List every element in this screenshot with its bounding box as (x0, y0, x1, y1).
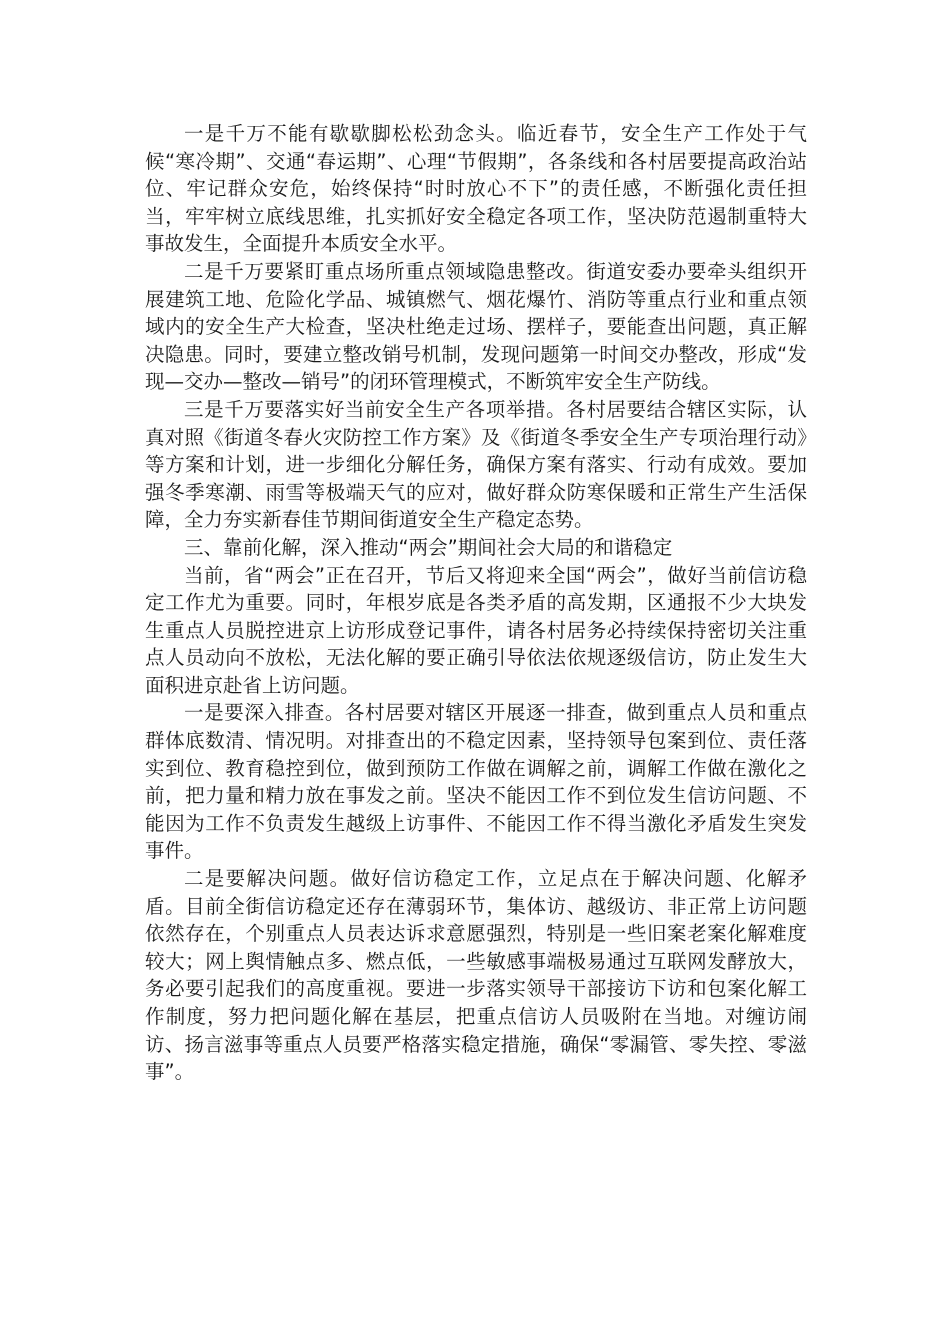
paragraph-hazard-rectification: 二是千万要紧盯重点场所重点领域隐患整改。街道安委办要牵头组织开展建筑工地、危险化学品、城镇燃气、烟花爆竹、消防等重点行业和重点领域内的安全生产大检查，坚决杜绝走过场、摆样子，要能查出问题，真正解决隐患。同时，要建立整改销号机制，发现问题第一时间交办整改，形成“发现—交办—整改—销号”的闭环管理模式，不断筑牢安全生产防线。 (145, 259, 807, 394)
paragraph-safety-measures: 三是千万要落实好当前安全生产各项举措。各村居要结合辖区实际，认真对照《街道冬春火灾防控工作方案》及《街道冬季安全生产专项治理行动》等方案和计划，进一步细化分解任务，确保方案有落实、行动有成效。要加强冬季寒潮、雨雪等极端天气的应对，做好群众防寒保暖和正常生产生活保障，全力夯实新春佳节期间街道安全生产稳定态势。 (145, 397, 807, 532)
section-heading-stability: 三、靠前化解，深入推动“两会”期间社会大局的和谐稳定 (184, 535, 673, 559)
paragraph-safety-mindset: 一是千万不能有歇歇脚松松劲念头。临近春节，安全生产工作处于气候“寒冷期”、交通“春运期”、心理“节假期”，各条线和各村居要提高政治站位、牢记群众安危，始终保持“时时放心不下”的责任感，不断强化责任担当，牢牢树立底线思维，扎实抓好安全稳定各项工作，坚决防范遏制重特大事故发生，全面提升本质安全水平。 (145, 122, 807, 256)
paragraph-petition-context: 当前，省“两会”正在召开，节后又将迎来全国“两会”，做好当前信访稳定工作尤为重要。同时，年根岁底是各类矛盾的高发期，区通报不少大块发生重点人员脱控进京上访形成登记事件，请各村居务必持续保持密切关注重点人员动向不放松，无法化解的要正确引导依法依规逐级信访，防止发生大面积进京赴省上访问题。 (145, 563, 807, 697)
paragraph-investigation: 一是要深入排查。各村居要对辖区开展逐一排查，做到重点人员和重点群体底数清、情况明。对排查出的不稳定因素，坚持领导包案到位、责任落实到位、教育稳控到位，做到预防工作做在调解之前，调解工作做在激化之前，把力量和精力放在事发之前。坚决不能因工作不到位发生信访问题、不能因为工作不负责发生越级上访事件、不能因工作不得当激化矛盾发生突发事件。 (145, 701, 807, 863)
paragraph-problem-solving: 二是要解决问题。做好信访稳定工作，立足点在于解决问题、化解矛盾。目前全街信访稳定还存在薄弱环节，集体访、越级访、非正常上访问题依然存在，个别重点人员表达诉求意愿强烈，特别是一些旧案老案化解难度较大；网上舆情触点多、燃点低，一些敏感事端极易通过互联网发酵放大，务必要引起我们的高度重视。要进一步落实领导干部接访下访和包案化解工作制度，努力把问题化解在基层，把重点信访人员吸附在当地。对缠访闹访、扬言滋事等重点人员要严格落实稳定措施，确保“零漏管、零失控、零滋事”。 (145, 867, 807, 1084)
document-body (145, 120, 807, 1086)
